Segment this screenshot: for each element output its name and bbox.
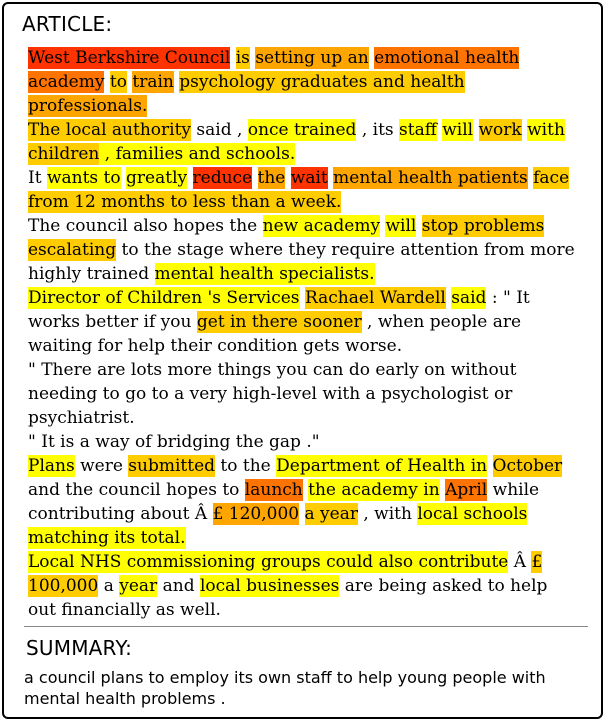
highlighted-span: will bbox=[442, 120, 474, 140]
section-divider bbox=[24, 626, 588, 627]
highlighted-span: reduce bbox=[192, 168, 253, 188]
highlighted-span: The local authority bbox=[28, 120, 192, 140]
article-line bbox=[28, 286, 584, 310]
highlighted-span: West Berkshire Council bbox=[28, 48, 231, 68]
text-span: Â bbox=[508, 552, 532, 572]
article-line bbox=[28, 214, 584, 238]
highlighted-span: wait bbox=[290, 168, 328, 188]
article-line bbox=[28, 310, 584, 334]
highlighted-span: from 12 months to less than a week. bbox=[28, 192, 342, 212]
highlighted-span: train bbox=[132, 72, 174, 92]
highlighted-span: 100,000 bbox=[28, 576, 99, 596]
highlighted-span: year bbox=[119, 576, 158, 596]
highlighted-span: get in there sooner bbox=[196, 312, 362, 332]
article-line bbox=[28, 238, 584, 262]
highlighted-span: wants to bbox=[46, 168, 121, 188]
highlighted-span: Rachael Wardell bbox=[304, 288, 446, 308]
article-line bbox=[28, 406, 584, 430]
highlighted-span: is bbox=[235, 48, 250, 68]
highlighted-span: escalating bbox=[28, 240, 117, 260]
article-line bbox=[28, 334, 584, 358]
text-span: a bbox=[98, 576, 120, 596]
text-span: out financially as well. bbox=[28, 600, 221, 620]
highlighted-span: April bbox=[445, 480, 488, 500]
article-line bbox=[28, 382, 584, 406]
highlighted-span: the academy in bbox=[308, 480, 440, 500]
highlighted-span: October bbox=[492, 456, 563, 476]
highlighted-span: , families and schools. bbox=[99, 144, 296, 164]
text-span: : " It bbox=[486, 288, 530, 308]
text-span bbox=[416, 215, 421, 237]
highlighted-span: Director of Children 's Services bbox=[28, 288, 300, 308]
text-span: , its bbox=[356, 120, 400, 140]
text-span: , when people are bbox=[361, 312, 522, 332]
text-span: psychiatrist. bbox=[28, 408, 135, 428]
text-span bbox=[487, 455, 492, 477]
text-span: to the bbox=[215, 456, 277, 476]
highlighted-span: to bbox=[109, 72, 127, 92]
highlighted-span: a year bbox=[304, 504, 358, 524]
text-span: needing to go to a very high-level with a psychologist or bbox=[28, 384, 513, 404]
article-line bbox=[28, 190, 584, 214]
article-line bbox=[28, 526, 584, 550]
text-span: and the council hopes to bbox=[28, 480, 245, 500]
highlighted-span: said bbox=[451, 288, 487, 308]
text-span: highly trained bbox=[28, 264, 155, 284]
highlighted-span: once trained bbox=[247, 120, 357, 140]
article-line bbox=[28, 550, 584, 574]
highlighted-span: new academy bbox=[262, 216, 381, 236]
highlighted-span: children bbox=[28, 144, 100, 164]
highlighted-span: work bbox=[478, 120, 522, 140]
highlighted-span: the bbox=[257, 168, 286, 188]
highlighted-span: mental health patients bbox=[333, 168, 528, 188]
text-span: said , bbox=[191, 120, 248, 140]
text-span: , with bbox=[357, 504, 418, 524]
highlighted-span: academy bbox=[28, 72, 105, 92]
text-span: works better if you bbox=[28, 312, 197, 332]
highlighted-span: staff bbox=[399, 120, 437, 140]
article-line bbox=[28, 142, 584, 166]
highlighted-span: professionals. bbox=[28, 96, 148, 116]
highlighted-span: face bbox=[533, 168, 570, 188]
article-line bbox=[28, 70, 584, 94]
highlighted-span: Department of Health in bbox=[276, 456, 488, 476]
text-span: The council also hopes the bbox=[28, 216, 263, 236]
highlighted-span: psychology graduates bbox=[179, 72, 368, 92]
highlighted-span: Plans bbox=[28, 456, 75, 476]
article-line bbox=[28, 94, 584, 118]
text-span bbox=[252, 167, 257, 189]
summary-heading: SUMMARY: bbox=[26, 636, 133, 660]
highlighted-span: £ 120,000 bbox=[212, 504, 300, 524]
text-span: are being asked to help bbox=[339, 576, 548, 596]
article-body bbox=[28, 46, 584, 622]
article-line bbox=[28, 118, 584, 142]
text-span bbox=[187, 167, 192, 189]
article-line bbox=[28, 454, 584, 478]
article-line bbox=[28, 502, 584, 526]
text-span: while bbox=[487, 480, 540, 500]
highlighted-span: stop problems bbox=[421, 216, 545, 236]
highlighted-span: and health bbox=[367, 72, 465, 92]
highlighted-span: greatly bbox=[126, 168, 188, 188]
article-heading: ARTICLE: bbox=[22, 12, 113, 36]
highlighted-span: emotional health bbox=[374, 48, 520, 68]
text-span bbox=[285, 167, 290, 189]
article-line bbox=[28, 46, 584, 70]
highlighted-span: launch bbox=[244, 480, 303, 500]
highlighted-span: matching its total. bbox=[28, 528, 186, 548]
article-line bbox=[28, 358, 584, 382]
highlighted-span: local schools bbox=[417, 504, 528, 524]
highlighted-span: local businesses bbox=[199, 576, 340, 596]
text-span: It bbox=[28, 168, 47, 188]
text-span bbox=[230, 47, 235, 69]
text-span: " There are lots more things you can do early on without bbox=[28, 360, 517, 380]
highlighted-span: mental health specialists. bbox=[154, 264, 375, 284]
text-span: to the stage where they require attention from more bbox=[116, 240, 575, 260]
text-span: and bbox=[157, 576, 200, 596]
text-span: waiting for help their condition gets worse. bbox=[28, 336, 403, 356]
article-line bbox=[28, 166, 584, 190]
highlighted-span: £ bbox=[531, 552, 543, 572]
highlighted-span: with bbox=[527, 120, 565, 140]
text-span: contributing about Â bbox=[28, 504, 213, 524]
article-line bbox=[28, 262, 584, 286]
highlighted-span: will bbox=[385, 216, 417, 236]
article-line bbox=[28, 598, 584, 622]
text-span bbox=[299, 503, 304, 525]
text-span bbox=[473, 119, 478, 141]
highlighted-span: submitted bbox=[128, 456, 216, 476]
highlighted-span: Local NHS commissioning groups could also contribute bbox=[28, 552, 509, 572]
highlighted-span: setting up an bbox=[255, 48, 369, 68]
article-line bbox=[28, 478, 584, 502]
summary-text: a council plans to employ its own staff to help young people with mental health problems . bbox=[24, 668, 546, 708]
text-span: were bbox=[74, 456, 129, 476]
text-span: " It is a way of bridging the gap ." bbox=[28, 432, 320, 452]
article-line bbox=[28, 430, 584, 454]
article-line bbox=[28, 574, 584, 598]
